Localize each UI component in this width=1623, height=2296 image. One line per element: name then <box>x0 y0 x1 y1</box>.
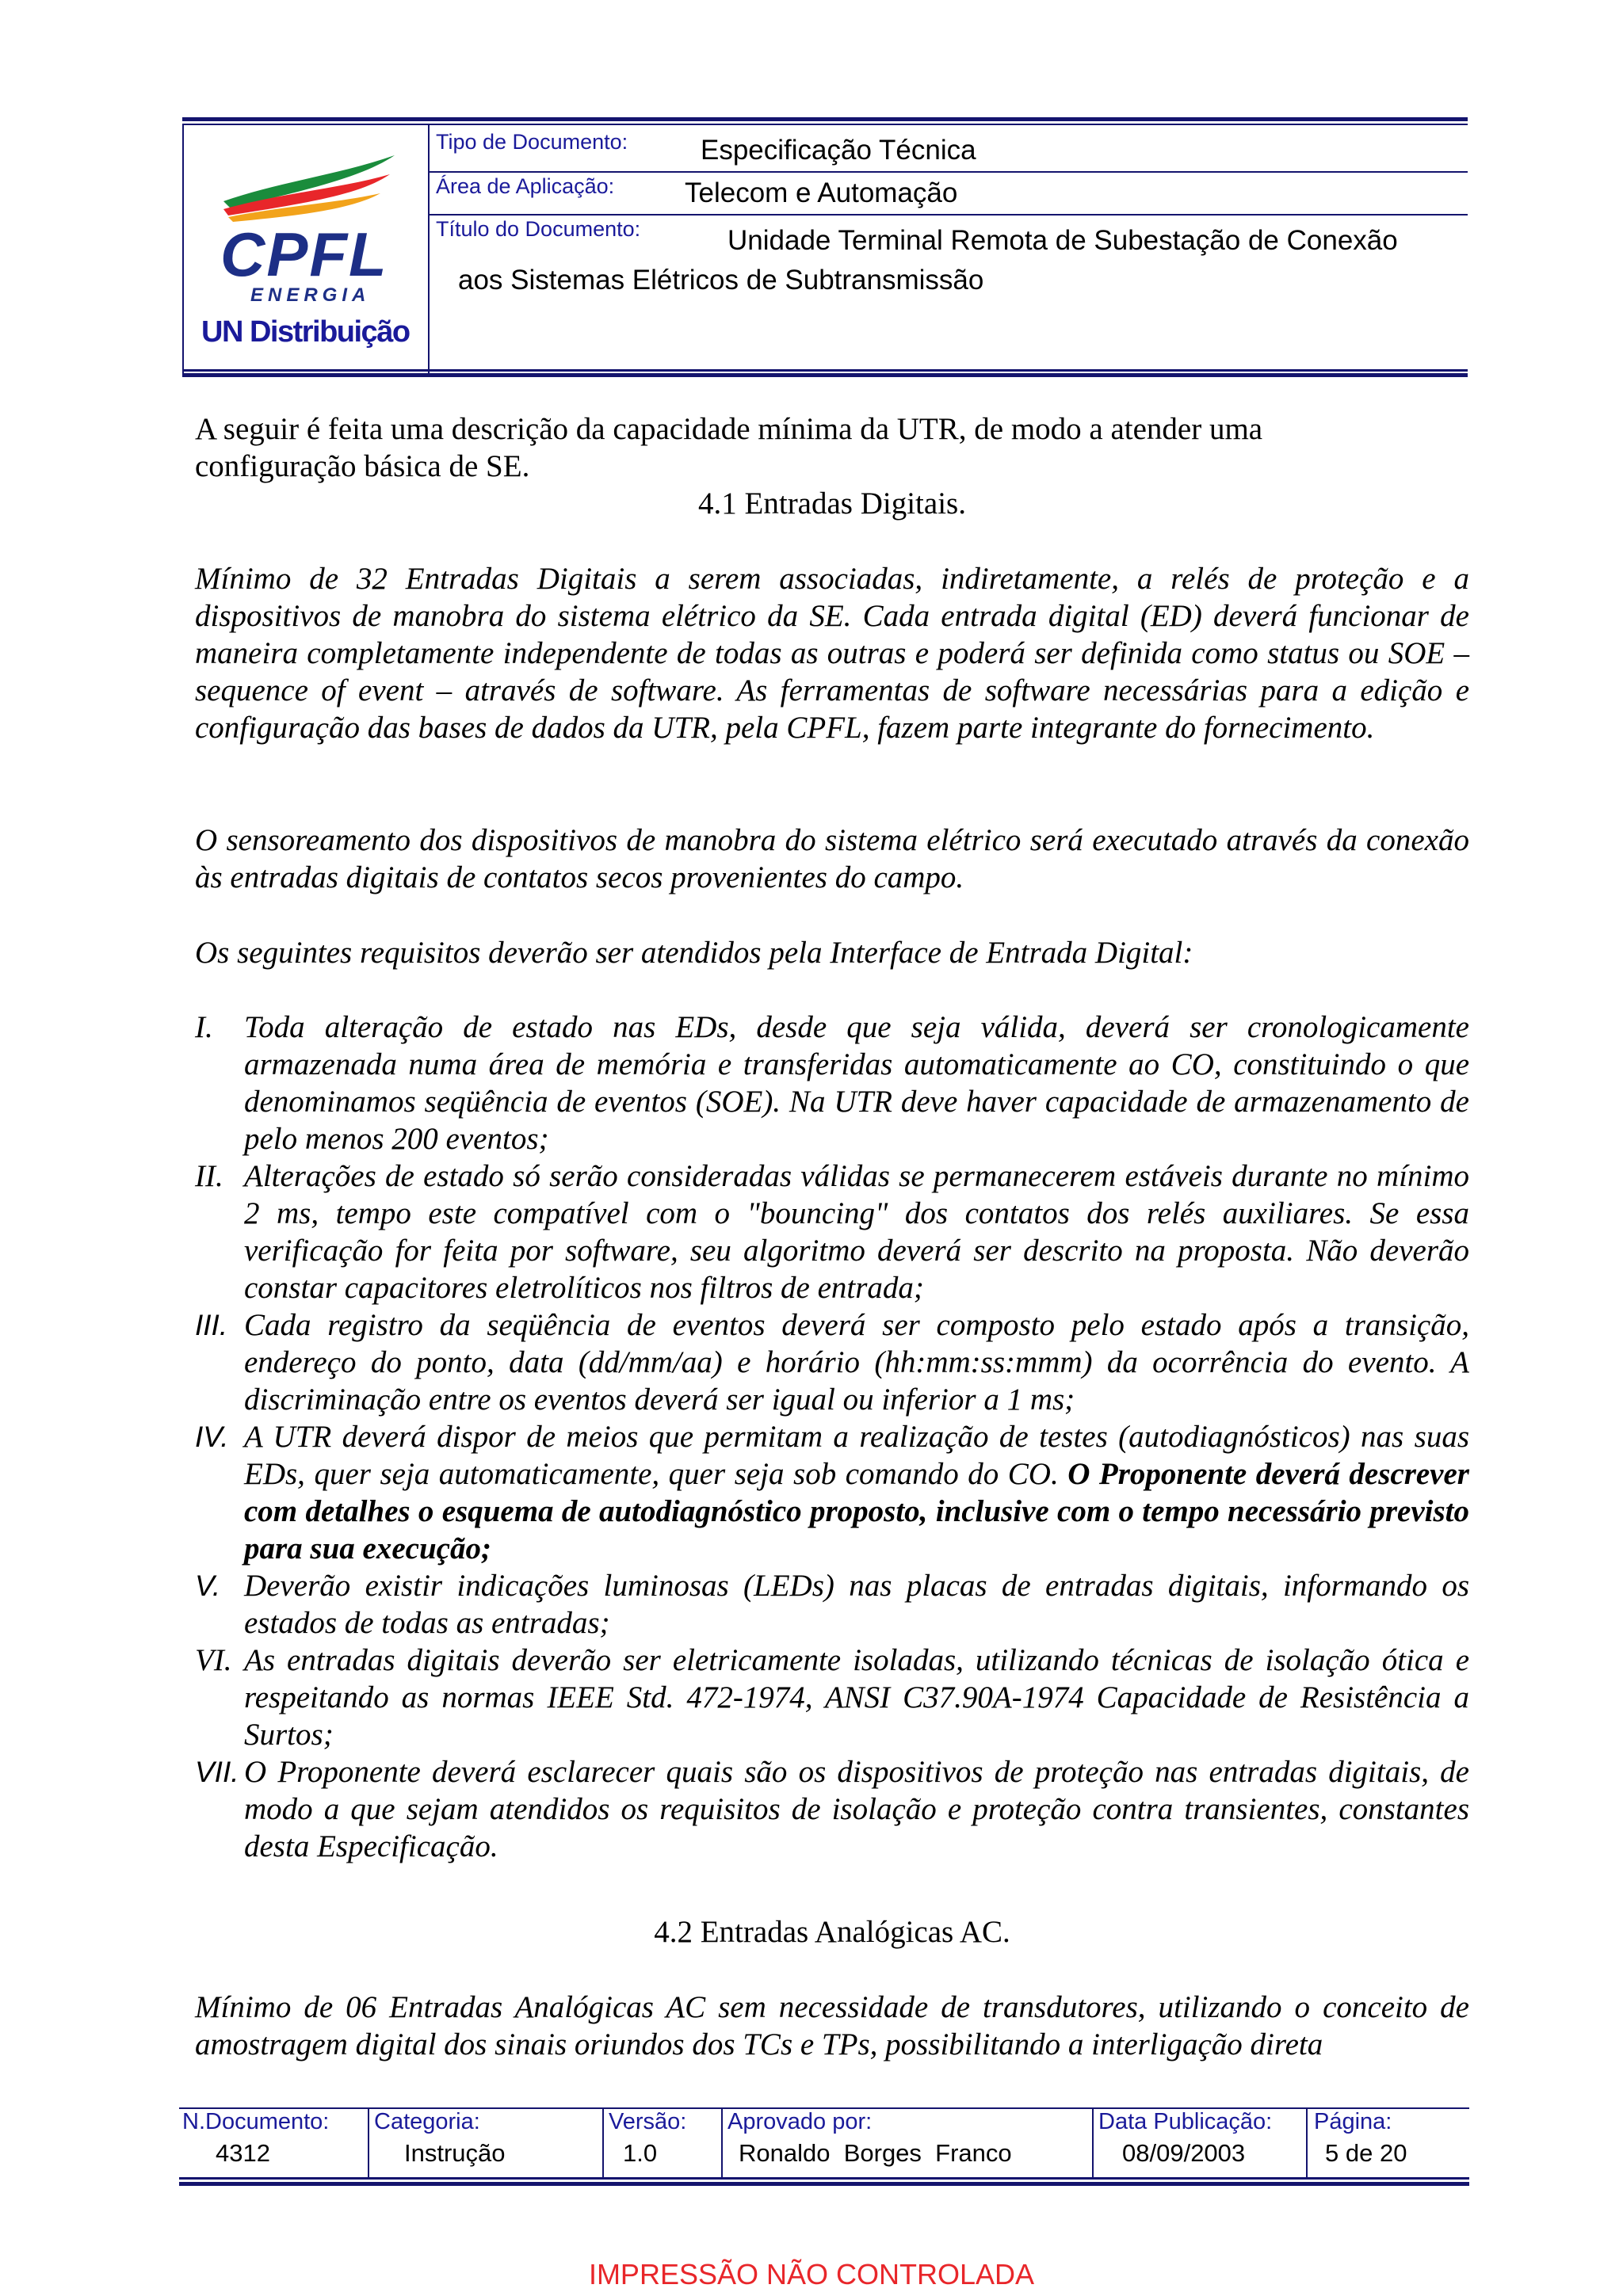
category-value: Instrução <box>404 2139 506 2167</box>
business-unit-label: UN Distribuição <box>201 315 410 349</box>
header-bottom-rule-thick <box>182 373 1468 377</box>
area-value: Telecom e Automação <box>685 177 958 208</box>
approved-by-value: Ronaldo Borges Franco <box>739 2139 1012 2167</box>
section-heading-4-1: 4.1 Entradas Digitais. <box>698 486 966 521</box>
title-line-2: aos Sistemas Elétricos de Subtransmissão <box>458 265 984 296</box>
header-row-rule-2 <box>428 214 1468 215</box>
section-heading-4-2: 4.2 Entradas Analógicas AC. <box>654 1915 1010 1949</box>
list-item-text: Cada registro da seqüência de eventos deverá ser composto pelo estado após a transição, endereço do ponto, data (dd/mm/aa) e horário (hh:mm:ss:mmm) da ocorrência do evento. A discriminação entre os eventos deverá ser igual ou inferior a 1 ms; <box>244 1308 1469 1417</box>
svg-text:ENERGIA: ENERGIA <box>250 284 371 306</box>
publication-date-value: 08/09/2003 <box>1122 2139 1246 2167</box>
title-line-1: Unidade Terminal Remota de Subestação de Conexão <box>727 225 1398 256</box>
list-item-text: Deverão existir indicações luminosas (LEDs) nas placas de entradas digitais, informando os estados de todas as entradas; <box>244 1569 1469 1640</box>
list-item-number: I. <box>195 1010 213 1044</box>
doc-type-value: Especificação Técnica <box>701 135 976 166</box>
cpfl-logo-graphic <box>182 127 428 317</box>
footer-bottom-rule-thick <box>179 2182 1469 2186</box>
list-item-text: As entradas digitais deverão ser eletricamente isoladas, utilizando técnicas de isolação ótica e respeitando as normas IEEE Std. 472-1974, ANSI C37.90A-1974 Capacidade de Resistência a Surtos; <box>244 1643 1469 1752</box>
list-item-number: VI. <box>195 1643 232 1677</box>
paragraph-requirements-intro: Os seguintes requisitos deverão ser atendidos pela Interface de Entrada Digital: <box>195 936 1193 970</box>
intro-line-1: A seguir é feita uma descrição da capacidade mínima da UTR, de modo a atender uma <box>195 412 1263 446</box>
approved-by-label: Aprovado por: <box>727 2109 873 2134</box>
document-header <box>182 117 1468 379</box>
footer-col-divider <box>368 2107 369 2177</box>
header-top-rule <box>182 117 1468 121</box>
list-item-number: III. <box>195 1309 228 1341</box>
footer-col-divider <box>1306 2107 1308 2177</box>
paragraph-sensing: O sensoreamento dos dispositivos de manobra do sistema elétrico será executado através da conexão às entradas digitais de contatos secos provenientes do campo. <box>195 823 1469 894</box>
header-row-rule-1 <box>428 171 1468 173</box>
list-item-text: Alterações de estado só serão consideradas válidas se permanecerem estáveis durante no mínimo 2 ms, tempo este compatível com o "bouncing" dos contatos dos relés auxiliares. Se essa verificação for feita por software, seu algoritmo deverá ser descrito na proposta. Não deverão constar capacitores eletrolíticos nos filtros de entrada; <box>244 1159 1469 1305</box>
list-item-number: IV. <box>195 1421 229 1453</box>
footer-col-divider <box>1092 2107 1094 2177</box>
version-value: 1.0 <box>623 2139 658 2167</box>
doc-type-label: Tipo de Documento: <box>436 130 628 154</box>
list-item-text-regular: A UTR deverá dispor de meios que permitam a realização de testes (autodiagnósticos) nas suas EDs, quer seja automaticamente, quer seja sob comando do CO. <box>244 1420 1469 1491</box>
uncontrolled-print-notice: IMPRESSÃO NÃO CONTROLADA <box>588 2258 1035 2290</box>
footer-col-divider <box>602 2107 604 2177</box>
list-item-text <box>244 1418 1469 1567</box>
list-item-number: II. <box>195 1159 223 1193</box>
category-label: Categoria: <box>374 2109 480 2134</box>
publication-date-label: Data Publicação: <box>1098 2109 1273 2134</box>
paragraph-analog-inputs: Mínimo de 06 Entradas Analógicas AC sem necessidade de transdutores, utilizando o conceito de amostragem digital dos sinais oriundos dos TCs e TPs, possibilitando a interligação direta <box>195 1990 1469 2061</box>
document-footer <box>179 2107 1469 2188</box>
title-label: Título do Documento: <box>436 217 641 241</box>
list-item-text-bold: O Proponente deverá descrever com detalhes o esquema de autodiagnóstico proposto, inclusive com o tempo necessário previsto para sua execução; <box>244 1457 1469 1566</box>
doc-number-label: N.Documento: <box>182 2109 330 2134</box>
list-item-text: O Proponente deverá esclarecer quais são os dispositivos de proteção nas entradas digitais, de modo a que sejam atendidos os requisitos de isolação e proteção contra transientes, constantes desta Especificação. <box>244 1755 1469 1863</box>
intro-line-2: configuração básica de SE. <box>195 449 530 483</box>
page-label: Página: <box>1314 2109 1392 2134</box>
area-label: Área de Aplicação: <box>436 174 615 198</box>
header-top-rule-thin <box>182 124 1468 125</box>
footer-bottom-rule <box>179 2177 1469 2180</box>
list-item-number: VII. <box>195 1756 239 1788</box>
footer-col-divider <box>721 2107 723 2177</box>
header-divider <box>428 124 430 373</box>
page-value: 5 de 20 <box>1325 2139 1407 2167</box>
svg-text:CPFL: CPFL <box>220 219 388 289</box>
doc-number-value: 4312 <box>216 2139 270 2167</box>
version-label: Versão: <box>609 2109 687 2134</box>
list-item-text: Toda alteração de estado nas EDs, desde que seja válida, deverá ser cronologicamente armazenada numa área de memória e transferidas automaticamente ao CO, constituindo o que denominamos seqüência de eventos (SOE). Na UTR deve haver capacidade de armazenamento de pelo menos 200 eventos; <box>244 1010 1469 1156</box>
paragraph-digital-inputs: Mínimo de 32 Entradas Digitais a serem associadas, indiretamente, a relés de proteção e a dispositivos de manobra do sistema elétrico da SE. Cada entrada digital (ED) deverá funcionar de maneira completamente independente de todas as outras e poderá ser definida como status ou SOE – sequence of event – através de software. As ferramentas de software necessárias para a edição e configuração das bases de dados da UTR, pela CPFL, fazem parte integrante do fornecimento. <box>195 562 1469 745</box>
list-item-number: V. <box>195 1569 221 1602</box>
